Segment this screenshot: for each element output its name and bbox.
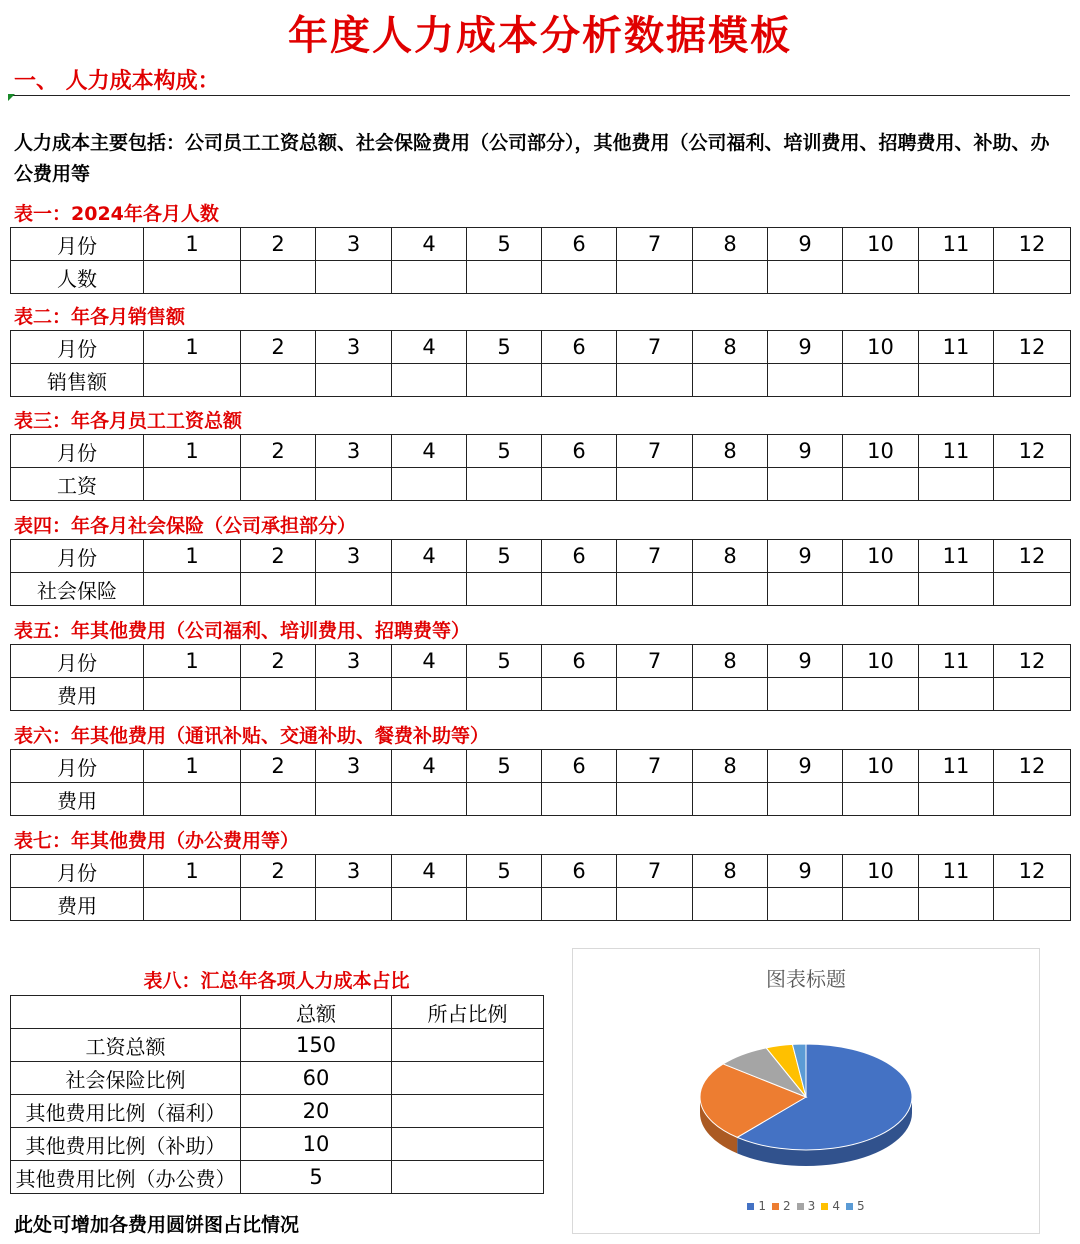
value-cell[interactable] [919, 261, 994, 294]
value-cell[interactable] [768, 888, 843, 921]
month-header-cell: 5 [467, 331, 542, 364]
value-cell[interactable] [768, 573, 843, 606]
summary-row-label: 其他费用比例（福利） [11, 1095, 241, 1128]
value-cell[interactable] [241, 573, 316, 606]
month-header-cell: 11 [919, 855, 994, 888]
value-cell[interactable] [316, 468, 392, 501]
summary-row [11, 1128, 544, 1161]
value-cell[interactable] [542, 888, 617, 921]
summary-row-total[interactable]: 60 [241, 1062, 392, 1095]
legend-swatch [821, 1203, 828, 1210]
legend-swatch [846, 1203, 853, 1210]
value-row [11, 573, 1071, 606]
month-header-cell: 6 [542, 855, 617, 888]
month-header-cell: 10 [843, 540, 919, 573]
month-header-cell: 11 [919, 645, 994, 678]
value-cell[interactable] [919, 364, 994, 397]
month-header-row [11, 540, 1071, 573]
value-cell[interactable] [542, 468, 617, 501]
month-header-cell: 7 [617, 228, 693, 261]
month-header-cell: 12 [994, 435, 1071, 468]
value-cell[interactable] [617, 468, 693, 501]
summary-row-ratio[interactable] [392, 1128, 544, 1161]
pie-chart-canvas [573, 949, 1039, 1233]
month-header-cell: 8 [693, 435, 768, 468]
month-header-row [11, 228, 1071, 261]
month-header-cell: 4 [392, 228, 467, 261]
summary-row-total[interactable]: 10 [241, 1128, 392, 1161]
value-cell[interactable] [994, 783, 1071, 816]
month-header-cell: 5 [467, 228, 542, 261]
month-header-cell: 12 [994, 645, 1071, 678]
chart-legend [573, 1199, 1039, 1213]
row-label-metric: 费用 [11, 888, 144, 921]
value-row [11, 468, 1071, 501]
value-cell[interactable] [919, 678, 994, 711]
value-cell[interactable] [768, 261, 843, 294]
value-cell[interactable] [843, 468, 919, 501]
month-header-cell: 5 [467, 855, 542, 888]
row-label-metric: 工资 [11, 468, 144, 501]
month-header-cell: 10 [843, 435, 919, 468]
summary-header-row [11, 996, 544, 1029]
summary-row-ratio[interactable] [392, 1095, 544, 1128]
value-cell[interactable] [994, 261, 1071, 294]
month-header-cell: 3 [316, 855, 392, 888]
row-label-metric: 社会保险 [11, 573, 144, 606]
value-cell[interactable] [843, 261, 919, 294]
value-cell[interactable] [316, 888, 392, 921]
value-cell[interactable] [392, 468, 467, 501]
value-cell[interactable] [919, 468, 994, 501]
value-cell[interactable] [392, 364, 467, 397]
legend-item-3[interactable] [797, 1199, 816, 1213]
month-header-cell: 9 [768, 540, 843, 573]
value-cell[interactable] [994, 678, 1071, 711]
value-cell[interactable] [144, 364, 241, 397]
month-header-cell: 11 [919, 540, 994, 573]
value-cell[interactable] [768, 678, 843, 711]
summary-row-label: 社会保险比例 [11, 1062, 241, 1095]
month-header-cell: 10 [843, 855, 919, 888]
value-cell[interactable] [994, 888, 1071, 921]
month-header-row [11, 645, 1071, 678]
month-header-cell: 1 [144, 228, 241, 261]
month-header-cell: 5 [467, 750, 542, 783]
value-cell[interactable] [467, 783, 542, 816]
value-cell[interactable] [693, 364, 768, 397]
month-header-cell: 7 [617, 540, 693, 573]
summary-row [11, 1029, 544, 1062]
legend-item-4[interactable] [821, 1199, 840, 1213]
value-cell[interactable] [693, 261, 768, 294]
value-cell[interactable] [994, 364, 1071, 397]
month-header-cell: 9 [768, 645, 843, 678]
month-header-cell: 11 [919, 435, 994, 468]
row-label-metric: 人数 [11, 261, 144, 294]
legend-label: 4 [832, 1199, 840, 1213]
value-cell[interactable] [392, 783, 467, 816]
value-cell[interactable] [768, 783, 843, 816]
month-header-cell: 8 [693, 540, 768, 573]
month-header-cell: 11 [919, 750, 994, 783]
month-header-cell: 1 [144, 750, 241, 783]
row-label-month: 月份 [11, 540, 144, 573]
value-cell[interactable] [467, 678, 542, 711]
legend-label: 3 [807, 1199, 816, 1213]
value-cell[interactable] [316, 573, 392, 606]
summary-row-label: 工资总额 [11, 1029, 241, 1062]
month-header-cell: 5 [467, 435, 542, 468]
value-cell[interactable] [316, 261, 392, 294]
month-header-row [11, 750, 1071, 783]
value-cell[interactable] [316, 783, 392, 816]
month-header-cell: 9 [768, 228, 843, 261]
legend-item-5[interactable] [846, 1199, 865, 1213]
month-header-cell: 1 [144, 645, 241, 678]
row-label-metric: 费用 [11, 783, 144, 816]
month-header-row [11, 435, 1071, 468]
summary-row-label: 其他费用比例（办公费） [11, 1161, 241, 1194]
month-header-cell: 10 [843, 228, 919, 261]
month-header-cell: 12 [994, 540, 1071, 573]
value-cell[interactable] [768, 364, 843, 397]
table-caption: 表一：2024年各月人数 [14, 203, 219, 225]
month-header-cell: 6 [542, 750, 617, 783]
value-cell[interactable] [693, 573, 768, 606]
intro-text: 人力成本主要包括：公司员工工资总额、社会保险费用（公司部分），其他费用（公司福利、培训费用、招聘费用、补助、办公费用等 [14, 132, 1050, 185]
table-caption: 表六：年其他费用（通讯补贴、交通补助、餐费补助等） [14, 725, 490, 747]
month-header-cell: 3 [316, 435, 392, 468]
month-header-cell: 7 [617, 855, 693, 888]
month-header-cell: 8 [693, 645, 768, 678]
row-label-month: 月份 [11, 750, 144, 783]
chart-title: 图表标题 [766, 967, 846, 991]
month-header-cell: 1 [144, 435, 241, 468]
monthly-table [10, 227, 1071, 294]
value-cell[interactable] [144, 573, 241, 606]
monthly-table [10, 539, 1071, 606]
summary-row-total[interactable]: 5 [241, 1161, 392, 1194]
month-header-cell: 2 [241, 228, 316, 261]
month-header-cell: 4 [392, 750, 467, 783]
summary-header-total: 总额 [241, 996, 392, 1029]
month-header-cell: 6 [542, 228, 617, 261]
summary-row-total[interactable]: 150 [241, 1029, 392, 1062]
summary-row-total[interactable]: 20 [241, 1095, 392, 1128]
value-cell[interactable] [542, 678, 617, 711]
monthly-table [10, 644, 1071, 711]
value-cell[interactable] [919, 888, 994, 921]
month-header-cell: 1 [144, 331, 241, 364]
table-caption: 表三：年各月员工工资总额 [14, 410, 243, 432]
month-header-cell: 8 [693, 228, 768, 261]
month-header-cell: 3 [316, 331, 392, 364]
month-header-cell: 9 [768, 435, 843, 468]
month-header-cell: 5 [467, 540, 542, 573]
value-cell[interactable] [144, 888, 241, 921]
month-header-row [11, 855, 1071, 888]
monthly-table [10, 330, 1071, 397]
summary-table [10, 995, 544, 1194]
value-row [11, 678, 1071, 711]
value-cell[interactable] [467, 468, 542, 501]
value-cell[interactable] [693, 888, 768, 921]
legend-label: 2 [783, 1199, 791, 1213]
month-header-cell: 1 [144, 855, 241, 888]
row-label-month: 月份 [11, 228, 144, 261]
value-cell[interactable] [843, 888, 919, 921]
month-header-cell: 4 [392, 855, 467, 888]
legend-swatch [797, 1203, 804, 1210]
value-cell[interactable] [843, 783, 919, 816]
legend-label: 1 [758, 1199, 767, 1213]
value-cell[interactable] [693, 783, 768, 816]
month-header-cell: 12 [994, 855, 1071, 888]
month-header-cell: 12 [994, 331, 1071, 364]
value-cell[interactable] [617, 261, 693, 294]
value-cell[interactable] [617, 783, 693, 816]
value-cell[interactable] [994, 573, 1071, 606]
value-cell[interactable] [144, 783, 241, 816]
month-header-cell: 3 [316, 228, 392, 261]
month-header-cell: 4 [392, 645, 467, 678]
month-header-cell: 5 [467, 645, 542, 678]
value-cell[interactable] [241, 364, 316, 397]
value-cell[interactable] [542, 261, 617, 294]
table-caption: 表七：年其他费用（办公费用等） [14, 830, 300, 852]
month-header-cell: 9 [768, 750, 843, 783]
month-header-cell: 4 [392, 331, 467, 364]
value-cell[interactable] [467, 888, 542, 921]
month-header-cell: 7 [617, 645, 693, 678]
value-cell[interactable] [316, 364, 392, 397]
row-label-metric: 费用 [11, 678, 144, 711]
month-header-cell: 11 [919, 228, 994, 261]
value-cell[interactable] [392, 261, 467, 294]
value-cell[interactable] [542, 573, 617, 606]
value-row [11, 888, 1071, 921]
month-header-cell: 6 [542, 331, 617, 364]
month-header-cell: 9 [768, 855, 843, 888]
legend-swatch [772, 1203, 779, 1210]
value-cell[interactable] [241, 261, 316, 294]
summary-header-empty [11, 996, 241, 1029]
table-caption: 表二：年各月销售额 [14, 306, 186, 328]
month-header-cell: 9 [768, 331, 843, 364]
row-label-month: 月份 [11, 435, 144, 468]
summary-row-ratio[interactable] [392, 1062, 544, 1095]
value-cell[interactable] [617, 678, 693, 711]
table-caption: 表五：年其他费用（公司福利、培训费用、招聘费等） [14, 620, 471, 642]
value-row [11, 364, 1071, 397]
summary-caption: 表八：汇总年各项人力成本占比 [143, 970, 410, 992]
monthly-table [10, 854, 1071, 921]
value-row [11, 783, 1071, 816]
value-cell[interactable] [843, 364, 919, 397]
month-header-cell: 7 [617, 435, 693, 468]
value-cell[interactable] [467, 573, 542, 606]
row-label-month: 月份 [11, 855, 144, 888]
month-header-cell: 10 [843, 645, 919, 678]
value-cell[interactable] [144, 678, 241, 711]
month-header-cell: 8 [693, 855, 768, 888]
value-cell[interactable] [919, 783, 994, 816]
monthly-table [10, 434, 1071, 501]
month-header-cell: 7 [617, 750, 693, 783]
value-cell[interactable] [617, 364, 693, 397]
value-cell[interactable] [392, 678, 467, 711]
legend-label: 5 [856, 1199, 865, 1213]
month-header-cell: 10 [843, 750, 919, 783]
value-row [11, 261, 1071, 294]
month-header-cell: 3 [316, 750, 392, 783]
value-cell[interactable] [843, 573, 919, 606]
value-cell[interactable] [693, 678, 768, 711]
value-cell[interactable] [316, 678, 392, 711]
month-header-cell: 6 [542, 435, 617, 468]
page-title: 年度人力成本分析数据模板 [288, 13, 792, 59]
table-caption: 表四：年各月社会保险（公司承担部分） [14, 515, 357, 537]
month-header-cell: 12 [994, 750, 1071, 783]
summary-header-ratio: 所占比例 [392, 996, 544, 1029]
value-cell[interactable] [241, 888, 316, 921]
value-cell[interactable] [392, 573, 467, 606]
summary-row [11, 1062, 544, 1095]
value-cell[interactable] [467, 261, 542, 294]
month-header-cell: 2 [241, 331, 316, 364]
section-heading: 一、 人力成本构成： [14, 69, 220, 94]
value-cell[interactable] [617, 573, 693, 606]
month-header-cell: 2 [241, 435, 316, 468]
month-header-cell: 3 [316, 540, 392, 573]
month-header-cell: 8 [693, 331, 768, 364]
value-cell[interactable] [919, 573, 994, 606]
value-cell[interactable] [241, 783, 316, 816]
month-header-cell: 6 [542, 540, 617, 573]
month-header-cell: 3 [316, 645, 392, 678]
value-cell[interactable] [617, 888, 693, 921]
legend-swatch [747, 1203, 754, 1210]
cell-corner-marker [8, 94, 15, 101]
row-label-month: 月份 [11, 645, 144, 678]
legend-item-1[interactable] [747, 1199, 766, 1213]
row-label-month: 月份 [11, 331, 144, 364]
month-header-cell: 4 [392, 540, 467, 573]
monthly-table [10, 749, 1071, 816]
pie-chart[interactable] [572, 948, 1040, 1234]
value-cell[interactable] [693, 468, 768, 501]
month-header-cell: 10 [843, 331, 919, 364]
month-header-cell: 2 [241, 645, 316, 678]
month-header-cell: 4 [392, 435, 467, 468]
value-cell[interactable] [467, 364, 542, 397]
value-cell[interactable] [392, 888, 467, 921]
value-cell[interactable] [994, 468, 1071, 501]
summary-row-label: 其他费用比例（补助） [11, 1128, 241, 1161]
month-header-cell: 2 [241, 540, 316, 573]
summary-row-ratio[interactable] [392, 1161, 544, 1194]
summary-row [11, 1095, 544, 1128]
value-cell[interactable] [241, 468, 316, 501]
value-cell[interactable] [241, 678, 316, 711]
section-divider [10, 95, 1070, 96]
summary-row [11, 1161, 544, 1194]
value-cell[interactable] [542, 364, 617, 397]
month-header-cell: 2 [241, 750, 316, 783]
month-header-cell: 2 [241, 855, 316, 888]
value-cell[interactable] [144, 261, 241, 294]
month-header-cell: 1 [144, 540, 241, 573]
value-cell[interactable] [542, 783, 617, 816]
month-header-cell: 12 [994, 228, 1071, 261]
footnote: 此处可增加各费用圆饼图占比情况 [14, 1214, 300, 1236]
value-cell[interactable] [768, 468, 843, 501]
month-header-cell: 8 [693, 750, 768, 783]
row-label-metric: 销售额 [11, 364, 144, 397]
month-header-cell: 6 [542, 645, 617, 678]
value-cell[interactable] [843, 678, 919, 711]
month-header-cell: 7 [617, 331, 693, 364]
month-header-cell: 11 [919, 331, 994, 364]
month-header-row [11, 331, 1071, 364]
summary-row-ratio[interactable] [392, 1029, 544, 1062]
value-cell[interactable] [144, 468, 241, 501]
legend-item-2[interactable] [772, 1199, 791, 1213]
